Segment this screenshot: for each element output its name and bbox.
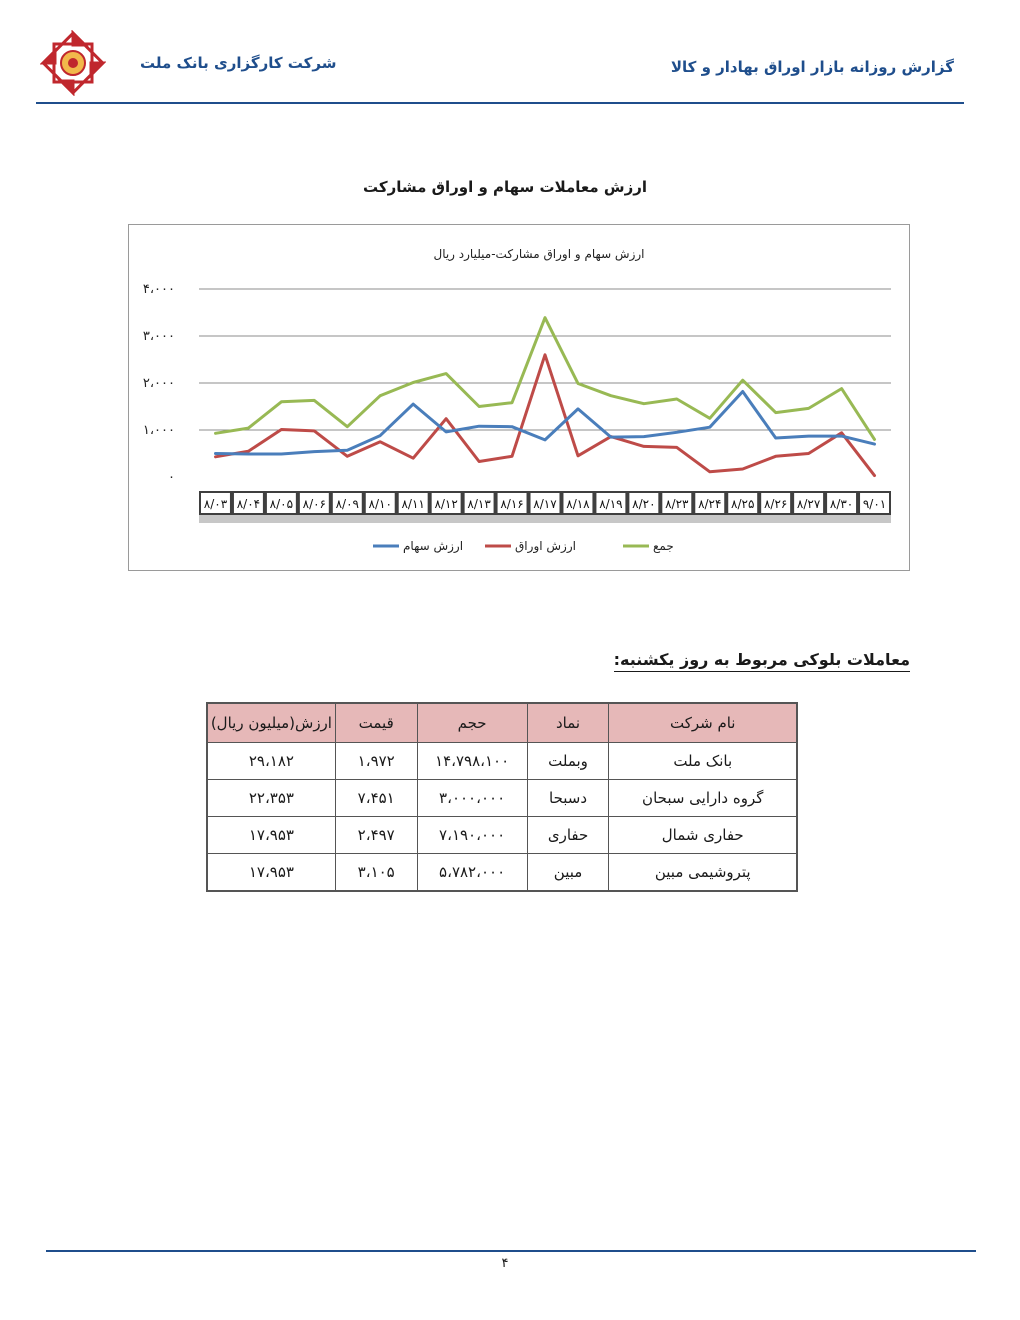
table-row (207, 854, 797, 892)
line-chart (128, 224, 910, 571)
bank-mellat-logo (40, 30, 106, 96)
cell-price: ۲،۴۹۷ (335, 817, 417, 854)
header-divider (36, 102, 964, 104)
cell-price: ۷،۴۵۱ (335, 780, 417, 817)
cell-company-name: حفاری شمال (609, 817, 797, 854)
x-category-label: ۸/۰۶ (302, 497, 327, 511)
chart-series (216, 318, 875, 476)
block-trades-table (206, 702, 798, 892)
cell-volume: ۳،۰۰۰،۰۰۰ (417, 780, 527, 817)
cell-symbol: حفاری (527, 817, 609, 854)
x-category-label: ۸/۳۰ (829, 497, 854, 511)
chart-title: ارزش سهام و اوراق مشارکت-میلیارد ریال (433, 247, 645, 261)
y-tick-label: ۴،۰۰۰ (142, 282, 175, 297)
y-tick-label: ۰ (168, 470, 175, 485)
x-category-label: ۸/۰۴ (236, 497, 261, 511)
table-header-row (207, 703, 797, 743)
table-row (207, 743, 797, 780)
header-value: ارزش(میلیون ریال) (207, 703, 335, 743)
cell-price: ۳،۱۰۵ (335, 854, 417, 892)
header-volume: حجم (417, 703, 527, 743)
y-axis-ticks (143, 282, 175, 485)
cell-volume: ۵،۷۸۲،۰۰۰ (417, 854, 527, 892)
x-category-label: ۸/۲۵ (731, 497, 755, 511)
y-tick-label: ۱،۰۰۰ (142, 423, 175, 438)
cell-price: ۱،۹۷۲ (335, 743, 417, 780)
cell-value: ۱۷،۹۵۳ (207, 817, 335, 854)
x-category-label: ۸/۲۴ (698, 497, 722, 511)
page-header (0, 0, 1020, 110)
table-row (207, 780, 797, 817)
cell-value: ۲۲،۳۵۳ (207, 780, 335, 817)
report-title: گزارش روزانه بازار اوراق بهادار و کالا (670, 58, 954, 76)
company-name: شرکت کارگزاری بانک ملت (140, 54, 337, 72)
cell-company-name: پتروشیمی مبین (609, 854, 797, 892)
header-price: قیمت (335, 703, 417, 743)
cell-volume: ۷،۱۹۰،۰۰۰ (417, 817, 527, 854)
table-row (207, 817, 797, 854)
legend-label: ارزش سهام (403, 539, 464, 553)
cell-value: ۱۷،۹۵۳ (207, 854, 335, 892)
chart-canvas (129, 225, 909, 570)
x-category-label: ۸/۱۰ (368, 497, 392, 511)
series-line (216, 355, 875, 476)
legend-label: ارزش اوراق (515, 539, 576, 553)
chart-legend (373, 539, 674, 554)
x-category-label: ۸/۲۰ (632, 497, 656, 511)
category-shadow (199, 515, 891, 523)
x-category-label: ۸/۱۱ (401, 497, 425, 511)
cell-symbol: مبین (527, 854, 609, 892)
cell-value: ۲۹،۱۸۲ (207, 743, 335, 780)
x-category-label: ۸/۱۷ (533, 497, 557, 511)
block-trades-heading: معاملات بلوکی مربوط به روز یکشنبه: (614, 650, 910, 672)
y-tick-label: ۲،۰۰۰ (142, 376, 175, 391)
header-company-name: نام شرکت (609, 703, 797, 743)
cell-company-name: بانک ملت (609, 743, 797, 780)
x-category-label: ۸/۱۳ (467, 497, 491, 511)
x-category-label: ۸/۰۳ (203, 497, 228, 511)
x-category-label: ۹/۰۱ (862, 497, 887, 511)
footer-divider (46, 1250, 976, 1252)
x-category-label: ۸/۱۹ (599, 497, 623, 511)
legend-label: جمع (653, 539, 674, 553)
x-category-label: ۸/۱۸ (566, 497, 590, 511)
page-number: ۴ (501, 1256, 509, 1271)
cell-company-name: گروه دارایی سبحان (609, 780, 797, 817)
x-category-label: ۸/۱۲ (434, 497, 458, 511)
x-category-label: ۸/۰۵ (269, 497, 294, 511)
x-category-label: ۸/۲۷ (796, 497, 821, 511)
cell-symbol: دسبحا (527, 780, 609, 817)
header-symbol: نماد (527, 703, 609, 743)
cell-volume: ۱۴،۷۹۸،۱۰۰ (417, 743, 527, 780)
x-category-label: ۸/۰۹ (335, 497, 359, 511)
x-category-label: ۸/۲۳ (665, 497, 689, 511)
x-category-label: ۸/۱۶ (500, 497, 524, 511)
x-axis-categories (199, 491, 891, 523)
x-category-label: ۸/۲۶ (763, 497, 788, 511)
chart-section-heading: ارزش معاملات سهام و اوراق مشارکت (362, 178, 648, 196)
y-tick-label: ۳،۰۰۰ (142, 329, 175, 344)
cell-symbol: وبملت (527, 743, 609, 780)
